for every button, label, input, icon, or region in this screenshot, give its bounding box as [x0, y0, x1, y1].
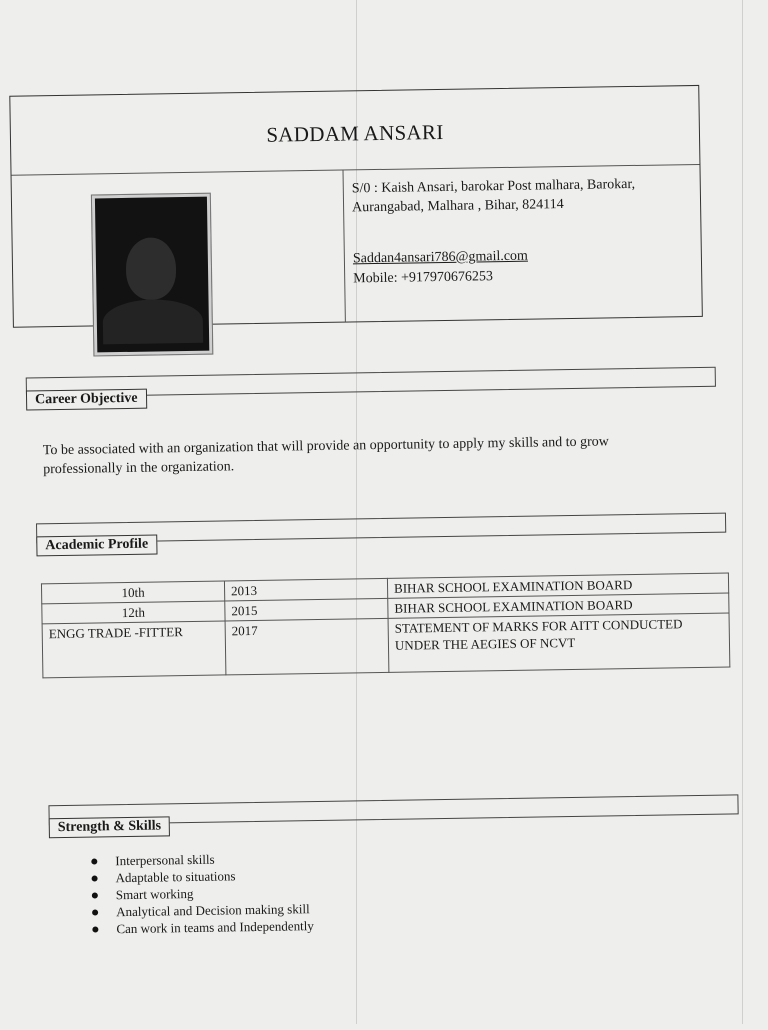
header-column-divider [342, 170, 345, 322]
board-cell: BIHAR SCHOOL EXAMINATION BOARD [388, 593, 729, 618]
photo-face [126, 237, 177, 300]
address: S/0 : Kaish Ansari, barokar Post malhara, Barokar, Aurangabad, Malhara , Bihar, 824114 [351, 176, 636, 216]
strengths-section-bar [48, 794, 738, 836]
year-cell: 2017 [225, 618, 389, 675]
qualification-cell: ENGG TRADE -FITTER [42, 621, 226, 678]
list-item: Can work in teams and Independently [92, 917, 314, 937]
photo-shoulders [103, 299, 204, 345]
candidate-name: SADDAM ANSARI [266, 119, 444, 147]
qualification-cell: 12th [42, 601, 225, 624]
career-objective-text: To be associated with an organization that will provide an opportunity to apply my skills and to grow professionally in the organization. [42, 434, 609, 478]
list-item: Analytical and Decision making skill [92, 900, 314, 920]
academic-table [41, 573, 730, 679]
list-item: Interpersonal skills [91, 849, 313, 869]
academic-profile-section-bar [36, 513, 726, 554]
strengths-heading: Strength & Skills [49, 816, 171, 838]
career-objective-heading: Career Objective [26, 389, 147, 411]
mobile-number: Mobile: +917970676253 [353, 269, 494, 287]
header-divider [12, 164, 700, 176]
list-item: Smart working [92, 883, 314, 903]
profile-photo [92, 194, 212, 356]
table-row [42, 613, 730, 678]
board-cell: BIHAR SCHOOL EXAMINATION BOARD [387, 573, 728, 598]
qualification-cell: 10th [41, 581, 224, 604]
skills-list [91, 849, 314, 937]
year-cell: 2013 [224, 578, 387, 601]
email-link[interactable]: Saddan4ansari786@gmail.com [352, 248, 529, 267]
header-box [9, 85, 703, 328]
academic-profile-heading: Academic Profile [36, 535, 157, 557]
list-item: Adaptable to situations [91, 866, 313, 886]
year-cell: 2015 [225, 598, 388, 621]
board-cell: STATEMENT OF MARKS FOR AITT CONDUCTED UNDER THE AEGIES OF NCVT [388, 613, 730, 672]
career-objective-section-bar [26, 367, 716, 408]
